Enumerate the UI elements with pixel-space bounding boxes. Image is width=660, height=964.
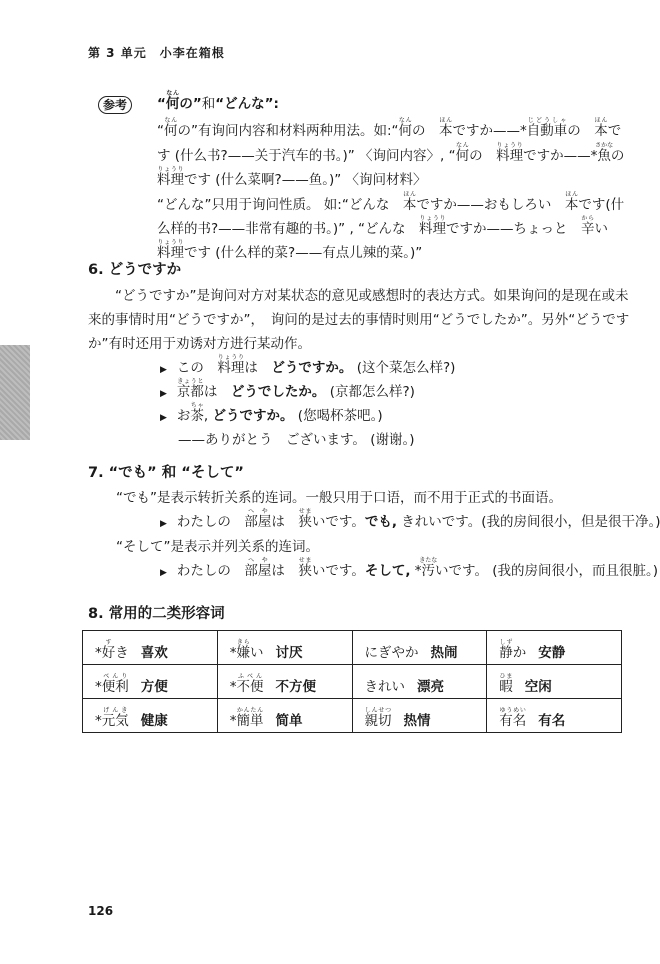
- furigana: から: [581, 215, 595, 222]
- text-line: [160, 557, 658, 581]
- text: の”有询问内容和材料两种用法。如:“: [177, 123, 399, 139]
- text-line: [157, 239, 422, 263]
- bold-text: どうですか。: [212, 408, 294, 424]
- furigana-word: 本ほん: [402, 191, 417, 213]
- furigana-word: 本ほん: [564, 191, 579, 213]
- furigana: ふべん: [236, 673, 264, 680]
- furigana-word: 料理りょうり: [157, 166, 184, 188]
- japanese-word: きれい: [364, 679, 405, 695]
- bullet-arrow-icon: ▶: [160, 365, 167, 375]
- text: ですか——おもしろい: [416, 197, 565, 213]
- text: の: [412, 123, 440, 139]
- furigana: なん: [398, 117, 413, 124]
- text-line: [160, 508, 660, 532]
- furigana-word: 便利べんり: [101, 673, 129, 695]
- furigana: かんたん: [236, 707, 264, 714]
- furigana-word: 自動車じどうしゃ: [526, 117, 568, 139]
- text-line: [157, 166, 427, 190]
- table-cell: [487, 665, 622, 699]
- text: 么样的书?——非常有趣的书。)” , “どんな: [157, 221, 420, 237]
- bold-text: “どんな”:: [215, 96, 279, 112]
- table-cell: [217, 665, 352, 699]
- furigana: なん: [455, 142, 470, 149]
- text: ——ありがとう ございます。 (谢谢。): [178, 432, 415, 448]
- text-line: [157, 215, 608, 239]
- text: いです。: [311, 514, 365, 530]
- furigana-word: 辛から: [581, 215, 595, 237]
- bold-text: でも,: [364, 514, 397, 530]
- bullet-arrow-icon: ▶: [160, 519, 167, 529]
- chinese-meaning: 漂亮: [417, 679, 444, 695]
- chinese-meaning: 热情: [403, 713, 431, 729]
- furigana-word: 茶ちゃ: [190, 402, 204, 424]
- text-line: [157, 191, 624, 215]
- chinese-meaning: 健康: [140, 713, 168, 729]
- text: は: [203, 384, 231, 400]
- furigana: ほん: [564, 191, 579, 198]
- bullet-arrow-icon: ▶: [160, 568, 167, 578]
- text: この: [176, 360, 218, 376]
- text: です(什: [578, 197, 625, 213]
- table-cell: [487, 699, 622, 733]
- furigana-word: 不便ふべん: [236, 673, 264, 695]
- furigana: ちゃ: [190, 402, 204, 409]
- furigana-word: 元気げんき: [101, 707, 129, 729]
- furigana: じどうしゃ: [526, 117, 568, 124]
- furigana-word: 料理りょうり: [157, 239, 184, 261]
- text-line: [88, 282, 629, 306]
- text: いです。: [311, 563, 365, 579]
- text: は: [271, 514, 299, 530]
- asterisk-mark: *: [95, 679, 102, 695]
- japanese-word: き: [115, 645, 129, 661]
- text: わたしの: [176, 514, 245, 530]
- text-line: [160, 402, 383, 426]
- furigana: せま: [298, 508, 312, 515]
- text: “そして”是表示并列关系的连词。: [116, 539, 319, 555]
- text-line: [178, 426, 415, 450]
- section-6-heading: 6. どうですか: [88, 262, 182, 278]
- furigana-word: 狭せま: [298, 557, 312, 579]
- text: お: [176, 408, 191, 424]
- furigana: りょうり: [496, 142, 524, 149]
- chinese-meaning: 空闲: [524, 679, 552, 695]
- text: の: [567, 123, 595, 139]
- furigana-word: 本ほん: [594, 117, 608, 139]
- furigana: きたな: [419, 557, 438, 564]
- text-line: [116, 484, 562, 508]
- furigana-word: 何なん: [165, 90, 180, 112]
- text-line: [157, 117, 621, 141]
- bold-text: どうでしたか。: [230, 384, 326, 400]
- adjective-table: [82, 630, 622, 733]
- chinese-meaning: 热闹: [430, 645, 458, 661]
- table-row: [83, 665, 622, 699]
- furigana: なん: [164, 117, 178, 124]
- furigana: しず: [499, 639, 513, 646]
- text: ですか——*: [452, 123, 527, 139]
- text: “: [157, 123, 164, 139]
- table-cell: [352, 699, 487, 733]
- text: い: [594, 221, 609, 237]
- chinese-meaning: 方便: [140, 679, 168, 695]
- furigana-word: 何なん: [455, 142, 470, 164]
- furigana: さかな: [595, 142, 614, 149]
- text: は: [271, 563, 299, 579]
- furigana: りょうり: [217, 354, 245, 361]
- furigana-word: 簡単かんたん: [236, 707, 264, 729]
- asterisk-mark: *: [229, 713, 237, 729]
- furigana-word: 京都きょうと: [176, 378, 204, 400]
- chinese-meaning: 喜欢: [140, 645, 168, 661]
- text: いです。 (我的房间很小，而且很脏。): [435, 563, 659, 579]
- japanese-word: い: [250, 645, 264, 661]
- bullet-arrow-icon: ▶: [160, 413, 167, 423]
- furigana-word: 狭せま: [298, 508, 312, 530]
- chinese-meaning: 不方便: [275, 679, 316, 695]
- section-8-heading: 8. 常用的二类形容词: [88, 606, 225, 622]
- bullet-arrow-icon: ▶: [160, 389, 167, 399]
- bold-text: “: [157, 96, 166, 112]
- furigana: きら: [236, 639, 250, 646]
- asterisk-mark: *: [95, 645, 102, 661]
- furigana-word: 静しず: [499, 639, 513, 661]
- furigana: ゆうめい: [499, 707, 527, 714]
- bold-text: どうですか。: [271, 360, 353, 376]
- furigana-word: 何なん: [164, 117, 178, 139]
- furigana: ひま: [499, 673, 513, 680]
- table-cell: [217, 699, 352, 733]
- text-line: [116, 533, 319, 557]
- text: *: [410, 563, 422, 579]
- chinese-meaning: 安静: [538, 645, 566, 661]
- furigana-word: 料理りょうり: [496, 142, 524, 164]
- reference-badge: 参考: [98, 96, 132, 114]
- text: (这个菜怎么样?): [352, 360, 456, 376]
- furigana-word: 何なん: [398, 117, 413, 139]
- text: ,: [203, 408, 213, 424]
- text: か”有时还用于劝诱对方进行某动作。: [88, 336, 311, 352]
- text-line: [157, 90, 279, 114]
- furigana-word: 本ほん: [439, 117, 453, 139]
- text-line: [160, 354, 455, 378]
- text-line: [157, 142, 624, 166]
- asterisk-mark: *: [229, 645, 237, 661]
- furigana: す: [101, 639, 116, 646]
- text-line: [88, 306, 629, 330]
- table-cell: [352, 631, 487, 665]
- furigana-word: 暇ひま: [499, 673, 513, 695]
- section-7-heading: 7. “でも” 和 “そして”: [88, 465, 244, 481]
- table-cell: [217, 631, 352, 665]
- text: で: [607, 123, 622, 139]
- furigana: りょうり: [157, 166, 184, 173]
- table-row: [83, 631, 622, 665]
- text: 来的事情时用“どうですか”， 询问的是过去的事情时则用“どうでしたか”。另外“どうです: [88, 312, 630, 328]
- furigana-word: 嫌きら: [236, 639, 250, 661]
- furigana-word: 部屋へや: [244, 557, 272, 579]
- chapter-thumb-tab: [0, 345, 30, 440]
- text: は: [244, 360, 272, 376]
- text: きれいです。(我的房间很小，但是很干净。): [396, 514, 660, 530]
- furigana-word: 親切しんせつ: [364, 707, 392, 729]
- chapter-header: 第 3 单元 小李在箱根: [88, 46, 225, 60]
- text: “でも”是表示转折关系的连词。一般只用于口语，而不用于正式的书面语。: [116, 490, 562, 506]
- furigana: なん: [165, 90, 180, 97]
- furigana: せま: [298, 557, 312, 564]
- furigana: ほん: [439, 117, 453, 124]
- furigana: ほん: [594, 117, 608, 124]
- text: (您喝杯茶吧。): [293, 408, 383, 424]
- page-number: 126: [88, 904, 114, 918]
- text: ですか——ちょっと: [446, 221, 582, 237]
- furigana: しんせつ: [364, 707, 392, 714]
- table-cell: [352, 665, 487, 699]
- text: の: [610, 148, 625, 164]
- furigana: きょうと: [176, 378, 204, 385]
- text: “どんな”只用于询问性质。 如:“どんな: [157, 197, 403, 213]
- furigana-word: 魚さかな: [595, 142, 614, 164]
- furigana-word: 料理りょうり: [217, 354, 245, 376]
- text: の: [469, 148, 497, 164]
- furigana: へや: [244, 508, 272, 515]
- text: “どうですか”是询问对方对某状态的意见或感想时的表达方式。如果询问的是现在或未: [88, 288, 629, 304]
- furigana: げんき: [101, 707, 129, 714]
- chinese-meaning: 讨厌: [275, 645, 303, 661]
- text: (京都怎么样?): [325, 384, 415, 400]
- text: です (什么菜啊?——鱼。)” 〈询问材料〉: [184, 172, 427, 188]
- japanese-word: か: [512, 645, 527, 661]
- furigana-word: 好す: [101, 639, 116, 661]
- bold-text: の”: [179, 96, 202, 112]
- asterisk-mark: *: [229, 679, 237, 695]
- text: ですか——*: [523, 148, 598, 164]
- text: わたしの: [176, 563, 245, 579]
- table-row: [83, 699, 622, 733]
- furigana-word: 料理りょうり: [419, 215, 447, 237]
- text: 和: [201, 96, 216, 112]
- table-cell: [83, 631, 218, 665]
- furigana-word: 部屋へや: [244, 508, 272, 530]
- furigana: へや: [244, 557, 272, 564]
- furigana: りょうり: [157, 239, 184, 246]
- asterisk-mark: *: [95, 713, 102, 729]
- table-cell: [83, 665, 218, 699]
- table-cell: [83, 699, 218, 733]
- table-cell: [487, 631, 622, 665]
- bold-text: そして,: [364, 563, 411, 579]
- text-line: [88, 330, 311, 354]
- furigana-word: 有名ゆうめい: [499, 707, 527, 729]
- furigana: ほん: [402, 191, 417, 198]
- chinese-meaning: 简单: [275, 713, 303, 729]
- text-line: [160, 378, 415, 402]
- text: です (什么样的菜?——有点儿辣的菜。)”: [184, 245, 423, 261]
- furigana: りょうり: [419, 215, 447, 222]
- japanese-word: にぎやか: [364, 645, 419, 661]
- chinese-meaning: 有名: [538, 713, 566, 729]
- furigana: べんり: [101, 673, 129, 680]
- furigana-word: 汚きたな: [419, 557, 438, 579]
- text: す (什么书?——关于汽车的书。)” 〈询问内容〉, “: [157, 148, 456, 164]
